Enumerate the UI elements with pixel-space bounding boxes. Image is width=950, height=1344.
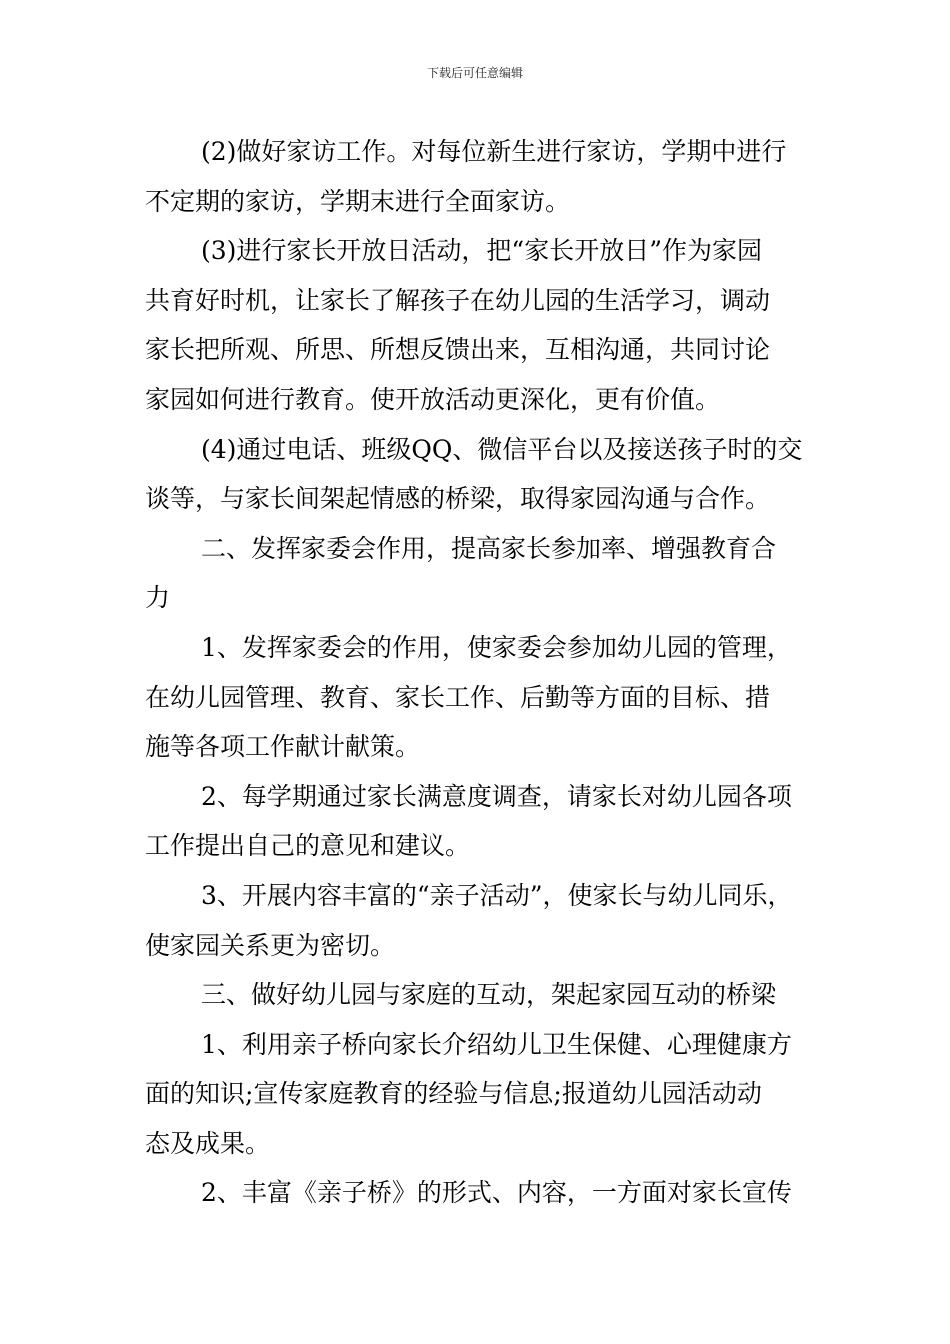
text-line: 2、每学期通过家长满意度调查，请家长对幼儿园各项 (201, 781, 792, 811)
text-line: 家园如何进行教育。使开放活动更深化，更有价值。 (145, 384, 721, 414)
text-line: (4)通过电话、班级QQ、微信平台以及接送孩子时的交 (201, 434, 803, 464)
text-line: 施等各项工作献计献策。 (145, 732, 421, 762)
text-line: 在幼儿园管理、教育、家长工作、后勤等方面的目标、措 (145, 682, 771, 712)
text-line: 三、做好幼儿园与家庭的互动，架起家园互动的桥梁 (201, 980, 777, 1010)
section-heading (145, 970, 815, 1020)
text-line: (3)进行家长开放日活动，把“家长开放日”作为家园 (201, 236, 762, 266)
paragraph (145, 1168, 815, 1218)
text-line: 不定期的家访，学期末进行全面家访。 (145, 186, 571, 216)
document-body (145, 127, 815, 1218)
section-heading (145, 524, 815, 623)
paragraph (145, 1020, 815, 1169)
text-line: 家长把所观、所思、所想反馈出来，互相沟通，共同讨论 (145, 335, 771, 365)
paragraph (145, 772, 815, 871)
text-line: 3、开展内容丰富的“亲子活动”，使家长与幼儿同乐， (201, 880, 793, 910)
text-line: 共育好时机，让家长了解孩子在幼儿园的生活学习，调动 (145, 285, 771, 315)
paragraph (145, 127, 815, 226)
text-line: 使家园关系更为密切。 (145, 930, 396, 960)
text-line: 面的知识;宣传家庭教育的经验与信息;报道幼儿园活动动 (145, 1079, 762, 1109)
page-header: 下载后可任意编辑 (426, 66, 523, 80)
text-line: 1、利用亲子桥向家长介绍幼儿卫生保健、心理健康方 (201, 1029, 792, 1059)
text-line: 工作提出自己的意见和建议。 (145, 831, 471, 861)
text-line: 力 (145, 583, 171, 613)
paragraph (145, 871, 815, 970)
text-line: 谈等，与家长间架起情感的桥梁，取得家园沟通与合作。 (145, 484, 771, 514)
text-line: (2)做好家访工作。对每位新生进行家访，学期中进行 (201, 137, 787, 166)
paragraph (145, 623, 815, 772)
text-line: 态及成果。 (145, 1128, 271, 1158)
text-line: 二、发挥家委会作用，提高家长参加率、增强教育合 (201, 533, 777, 563)
text-line: 1、发挥家委会的作用，使家委会参加幼儿园的管理， (201, 632, 792, 662)
paragraph (145, 425, 815, 524)
text-line: 2、丰富《亲子桥》的形式、内容，一方面对家长宣传 (201, 1178, 792, 1208)
paragraph (145, 226, 815, 424)
